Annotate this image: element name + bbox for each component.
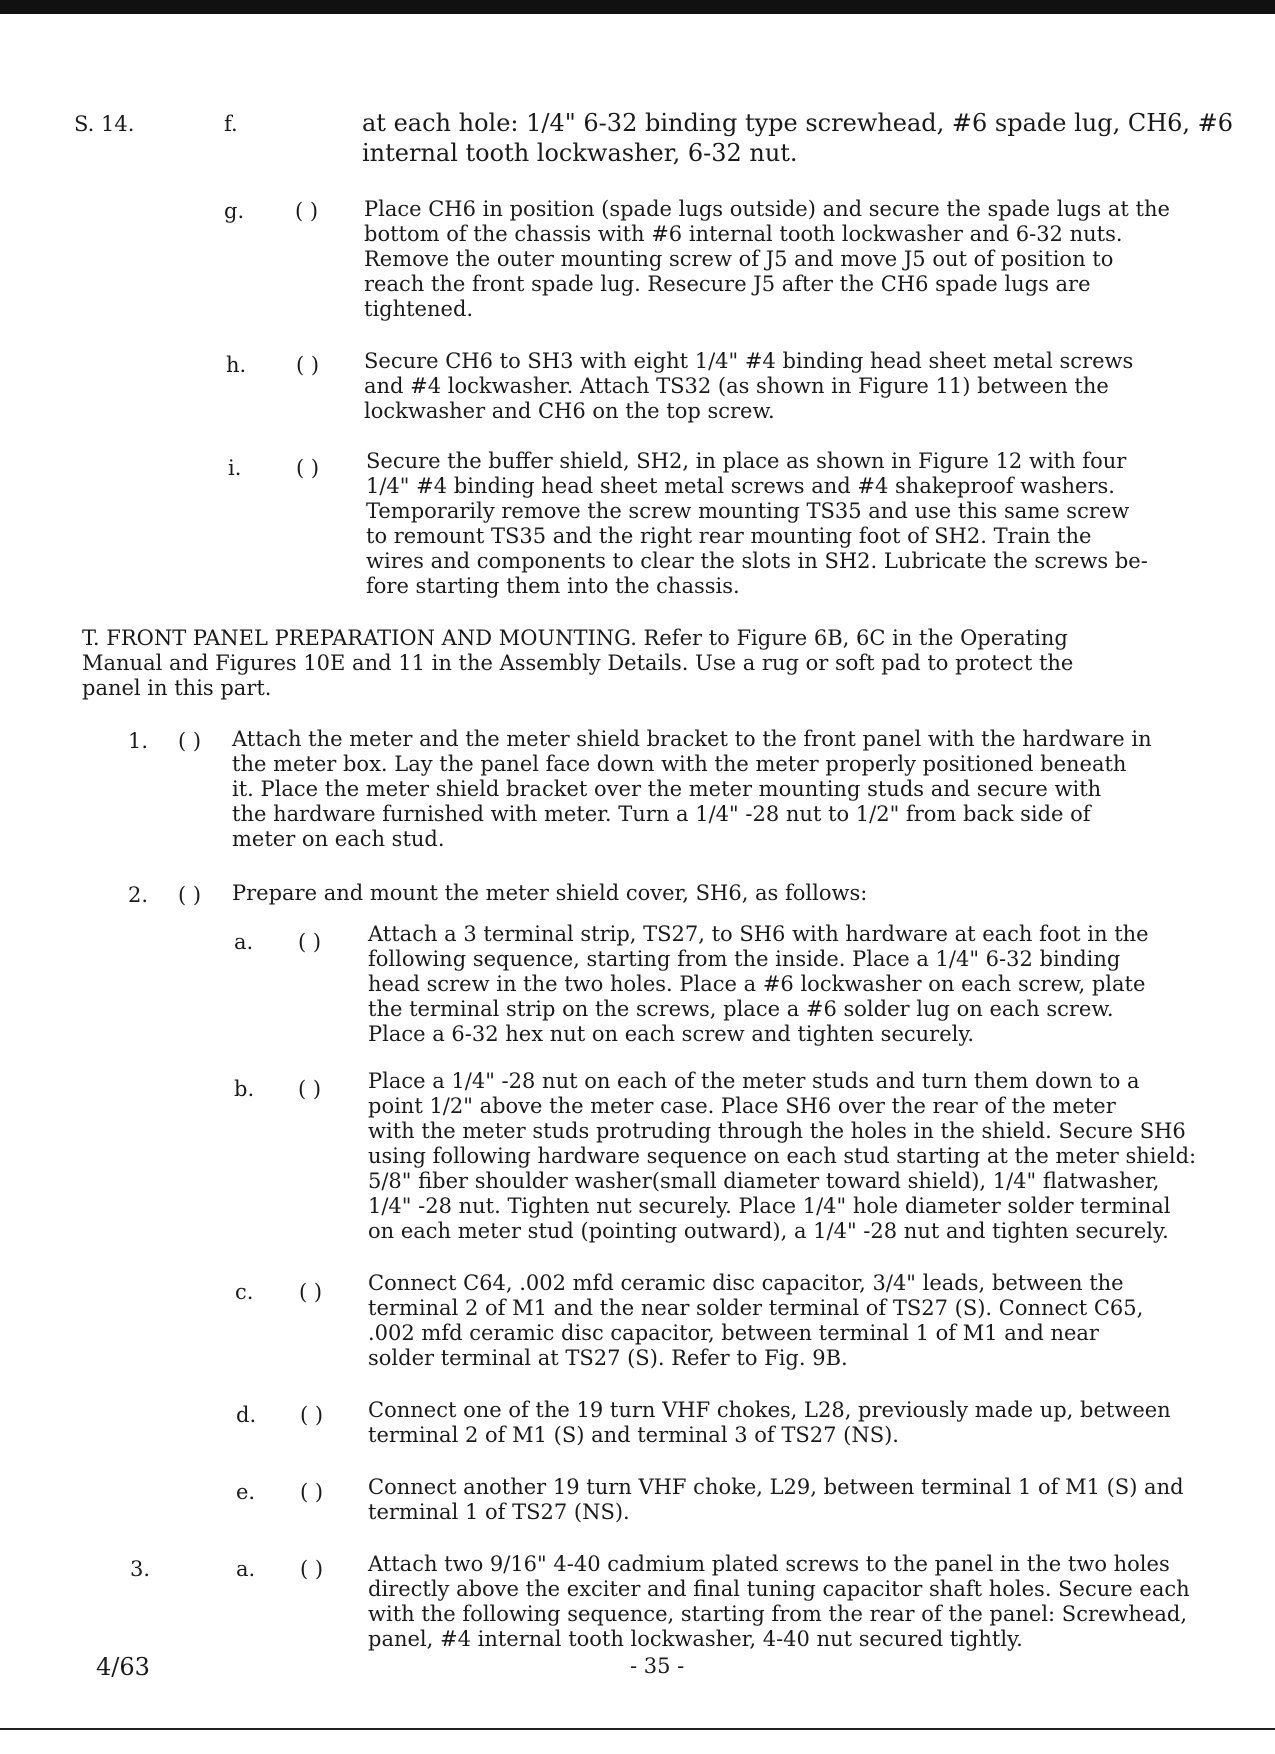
- item-letter: e.: [236, 1480, 256, 1504]
- checkbox[interactable]: ( ): [298, 930, 322, 954]
- item-2b-text: Place a 1/4" -28 nut on each of the meter studs and turn them down to a point 1/2" above the meter case. Place SH6 over the rear of the meter with the meter studs protruding through the holes in the shield. Secure SH6 using following hardware sequence on each stud starting at the meter shield: 5/8" fiber shoulder washer(small diameter toward shield), 1/4" flatwasher, 1/4" -28 nut. Tighten nut securely. Place 1/4" hole diameter solder terminal on each meter stud (pointing outward), a 1/4" -28 nut and tighten securely.: [368, 1069, 1197, 1243]
- item-2d-text: Connect one of the 19 turn VHF chokes, L28, previously made up, between terminal 2 of M1 (S) and terminal 3 of TS27 (NS).: [368, 1398, 1171, 1447]
- checkbox[interactable]: ( ): [300, 1557, 324, 1581]
- checkbox[interactable]: ( ): [295, 199, 319, 223]
- item-i-text: Secure the buffer shield, SH2, in place as shown in Figure 12 with four 1/4" #4 binding head sheet metal screws and #4 shakeproof washers. Temporarily remove the screw mounting TS35 and use this same screw to remount TS35 and the right rear mounting foot of SH2. Train the wires and components to clear the slots in SH2. Lubricate the screws be- fore starting them into the chassis.: [366, 449, 1148, 598]
- item-letter: a.: [234, 930, 254, 954]
- item-2e-text: Connect another 19 turn VHF choke, L29, between terminal 1 of M1 (S) and terminal 1 of TS27 (NS).: [368, 1475, 1184, 1524]
- item-letter: b.: [234, 1077, 255, 1101]
- item-letter: d.: [236, 1403, 257, 1427]
- item-letter: c.: [235, 1280, 254, 1304]
- item-letter: i.: [228, 456, 242, 480]
- checkbox[interactable]: ( ): [178, 729, 202, 753]
- step-2-text: Prepare and mount the meter shield cover, SH6, as follows:: [232, 881, 868, 905]
- step-number: 3.: [130, 1557, 151, 1581]
- section-t-heading: T. FRONT PANEL PREPARATION AND MOUNTING. Refer to Figure 6B, 6C in the Operating Manual and Figures 10E and 11 in the Assembly Details. Use a rug or soft pad to protect the panel in this part.: [82, 626, 1074, 700]
- item-f-text: at each hole: 1/4" 6-32 binding type screwhead, #6 spade lug, CH6, #6 internal tooth lockwasher, 6-32 nut.: [362, 109, 1234, 167]
- section-s-label: S. 14.: [74, 112, 135, 136]
- step-number: 1.: [128, 729, 149, 753]
- footer-date: 4/63: [96, 1653, 150, 1681]
- item-letter: g.: [224, 199, 245, 223]
- scan-top-border: [0, 0, 1275, 14]
- checkbox[interactable]: ( ): [298, 1077, 322, 1101]
- item-letter: a.: [236, 1557, 256, 1581]
- page-number: - 35 -: [630, 1654, 685, 1678]
- step-3a-text: Attach two 9/16" 4-40 cadmium plated screws to the panel in the two holes directly above the exciter and final tuning capacitor shaft holes. Secure each with the following sequence, starting from the rear of the panel: Screwhead, panel, #4 internal tooth lockwasher, 4-40 nut secured tightly.: [368, 1552, 1190, 1651]
- item-g-text: Place CH6 in position (spade lugs outside) and secure the spade lugs at the bottom of the chassis with #6 internal tooth lockwasher and 6-32 nuts. Remove the outer mounting screw of J5 and move J5 out of position to reach the front spade lug. Resecure J5 after the CH6 spade lugs are tightened.: [364, 197, 1170, 321]
- item-letter: h.: [226, 353, 247, 377]
- item-letter: f.: [224, 112, 238, 136]
- checkbox[interactable]: ( ): [296, 456, 320, 480]
- step-number: 2.: [128, 883, 149, 907]
- item-h-text: Secure CH6 to SH3 with eight 1/4" #4 binding head sheet metal screws and #4 lockwasher. Attach TS32 (as shown in Figure 11) between the lockwasher and CH6 on the top screw.: [364, 349, 1134, 423]
- step-1-text: Attach the meter and the meter shield bracket to the front panel with the hardware in the meter box. Lay the panel face down with the meter properly positioned beneath it. Place the meter shield bracket over the meter mounting studs and secure with the hardware furnished with meter. Turn a 1/4" -28 nut to 1/2" from back side of meter on each stud.: [232, 727, 1152, 851]
- item-2a-text: Attach a 3 terminal strip, TS27, to SH6 with hardware at each foot in the following sequence, starting from the inside. Place a 1/4" 6-32 binding head screw in the two holes. Place a #6 lockwasher on each screw, plate the terminal strip on the screws, place a #6 solder lug on each screw. Place a 6-32 hex nut on each screw and tighten securely.: [368, 922, 1149, 1046]
- item-2c-text: Connect C64, .002 mfd ceramic disc capacitor, 3/4" leads, between the terminal 2 of M1 and the near solder terminal of TS27 (S). Connect C65, .002 mfd ceramic disc capacitor, between terminal 1 of M1 and near solder terminal at TS27 (S). Refer to Fig. 9B.: [368, 1271, 1144, 1370]
- scan-bottom-border: [0, 1728, 1275, 1730]
- checkbox[interactable]: ( ): [296, 353, 320, 377]
- checkbox[interactable]: ( ): [300, 1480, 324, 1504]
- checkbox[interactable]: ( ): [178, 883, 202, 907]
- checkbox[interactable]: ( ): [300, 1403, 324, 1427]
- checkbox[interactable]: ( ): [299, 1280, 323, 1304]
